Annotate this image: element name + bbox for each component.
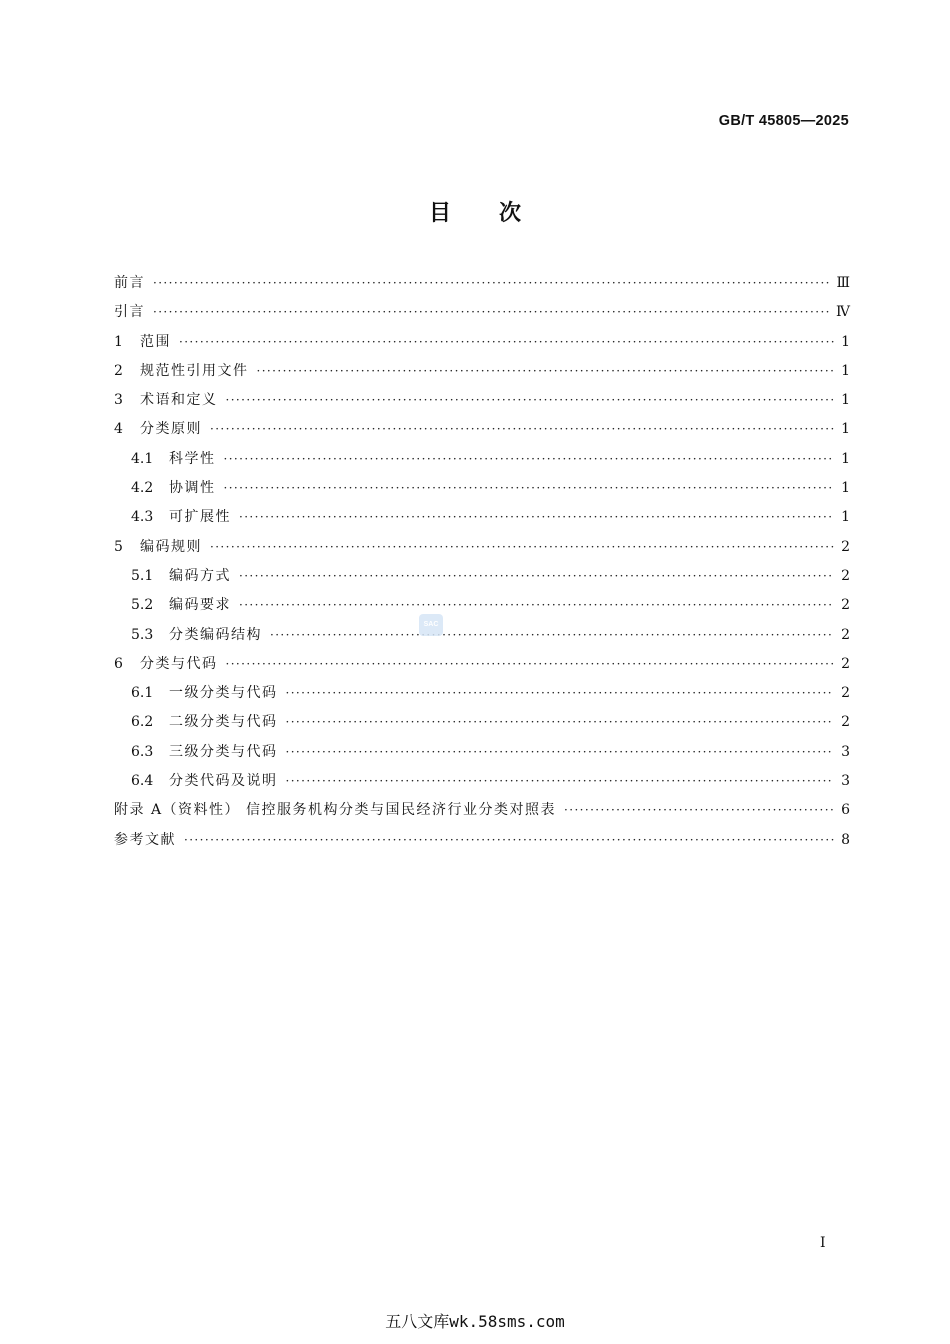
toc-entry[interactable] <box>114 591 850 620</box>
toc-leader-dots <box>184 826 834 855</box>
toc-entry-label: 协调性 <box>169 480 216 497</box>
toc-entry[interactable] <box>114 708 850 737</box>
toc-entry-number: 4.1 <box>131 450 154 467</box>
toc-leader-dots <box>179 328 834 357</box>
toc-leader-dots <box>286 708 835 737</box>
toc-leader-dots <box>257 357 835 386</box>
toc-entry-label: 分类原则 <box>140 421 202 438</box>
toc-entry[interactable] <box>114 269 850 298</box>
toc-entry-page: 1 <box>841 421 850 438</box>
toc-entry-number: 4.2 <box>131 480 154 497</box>
standard-code: GB/T 45805—2025 <box>718 113 849 129</box>
toc-entry[interactable] <box>114 826 850 855</box>
toc-entry-page: 2 <box>841 626 850 643</box>
toc-entry[interactable] <box>114 533 850 562</box>
toc-entry-page: 2 <box>841 597 850 614</box>
toc-entry[interactable] <box>114 386 850 415</box>
toc-entry-number: 5.1 <box>131 567 154 584</box>
toc-entry-page: 3 <box>841 743 850 760</box>
toc-leader-dots <box>270 621 834 650</box>
toc-entry[interactable] <box>114 650 850 679</box>
toc-leader-dots <box>224 474 835 503</box>
toc-entry-number: 1 <box>114 333 123 350</box>
toc-leader-dots <box>210 533 834 562</box>
toc-entry-page: 1 <box>841 362 850 379</box>
toc-entry-label: 编码规则 <box>140 538 202 555</box>
toc-entry-number: 6.4 <box>131 773 154 790</box>
toc-entry-label: 三级分类与代码 <box>169 743 278 760</box>
toc-entry-number: 6 <box>114 655 123 672</box>
toc-entry-page: 2 <box>841 538 850 555</box>
toc-leader-dots <box>286 767 835 796</box>
toc-entry-label: 编码方式 <box>169 567 231 584</box>
toc-entry-number: 4.3 <box>131 509 154 526</box>
toc-entry-label: 术语和定义 <box>140 392 218 409</box>
toc-leader-dots <box>224 445 835 474</box>
toc-entry-number: 5 <box>114 538 123 555</box>
toc-entry[interactable] <box>114 796 850 825</box>
toc-leader-dots <box>153 298 830 327</box>
toc-entry-label: 可扩展性 <box>169 509 231 526</box>
toc-entry-page: 2 <box>841 685 850 702</box>
toc-entry-label: 引言 <box>114 304 145 321</box>
toc-entry-page: 1 <box>841 333 850 350</box>
toc-leader-dots <box>286 679 835 708</box>
toc-entry[interactable] <box>114 474 850 503</box>
toc-entry-label: 参考文献 <box>114 831 176 848</box>
toc-leader-dots <box>239 503 834 532</box>
toc-entry-number: 5.2 <box>131 597 154 614</box>
toc-leader-dots <box>239 562 834 591</box>
toc-entry-page: 2 <box>841 655 850 672</box>
toc-entry-label: 编码要求 <box>169 597 231 614</box>
toc-entry-label: 二级分类与代码 <box>169 714 278 731</box>
toc-entry[interactable] <box>114 328 850 357</box>
toc-leader-dots <box>210 415 834 444</box>
table-of-contents <box>114 269 850 855</box>
page-number: Ⅰ <box>820 1235 826 1251</box>
page-title <box>0 196 950 227</box>
toc-entry-page: 2 <box>841 567 850 584</box>
toc-entry-page: Ⅲ <box>836 275 850 291</box>
toc-entry-page: 1 <box>841 392 850 409</box>
toc-entry-number: 4 <box>114 421 123 438</box>
toc-entry-label: 一级分类与代码 <box>169 685 278 702</box>
toc-entry-number: 5.3 <box>131 626 154 643</box>
toc-entry-label: 前言 <box>114 275 145 291</box>
toc-entry-label: 范围 <box>140 333 171 350</box>
sac-watermark: SAC <box>419 614 443 636</box>
footer-watermark: 五八文库wk.58sms.com <box>385 1312 565 1331</box>
toc-entry[interactable] <box>114 298 850 327</box>
title-char-1: 目 <box>428 201 451 226</box>
toc-entry-page: 8 <box>841 831 850 848</box>
toc-leader-dots <box>239 591 834 620</box>
toc-leader-dots <box>226 650 835 679</box>
toc-entry[interactable] <box>114 503 850 532</box>
toc-entry[interactable] <box>114 767 850 796</box>
toc-leader-dots <box>226 386 835 415</box>
toc-entry[interactable] <box>114 679 850 708</box>
toc-entry-page: 1 <box>841 480 850 497</box>
toc-entry-number: 6.3 <box>131 743 154 760</box>
toc-leader-dots <box>286 738 835 767</box>
toc-leader-dots <box>153 269 830 298</box>
toc-entry-page: 2 <box>841 714 850 731</box>
toc-entry[interactable] <box>114 357 850 386</box>
toc-entry[interactable] <box>114 621 850 650</box>
toc-entry-label: 附录 A（资料性） 信控服务机构分类与国民经济行业分类对照表 <box>114 802 557 819</box>
toc-entry-page: 3 <box>841 773 850 790</box>
title-char-2: 次 <box>499 201 522 226</box>
toc-entry-number: 6.2 <box>131 714 154 731</box>
toc-entry-label: 分类代码及说明 <box>169 773 278 790</box>
toc-entry-label: 分类编码结构 <box>169 626 262 643</box>
toc-entry-label: 分类与代码 <box>140 655 218 672</box>
toc-entry[interactable] <box>114 415 850 444</box>
toc-entry-page: 1 <box>841 450 850 467</box>
toc-entry-label: 规范性引用文件 <box>140 362 249 379</box>
toc-entry-number: 6.1 <box>131 685 154 702</box>
toc-entry[interactable] <box>114 445 850 474</box>
toc-entry-page: 6 <box>841 802 850 819</box>
toc-entry[interactable] <box>114 738 850 767</box>
toc-entry-number: 2 <box>114 362 123 379</box>
toc-entry-page: Ⅳ <box>836 304 850 321</box>
toc-entry-number: 3 <box>114 392 123 409</box>
toc-entry[interactable] <box>114 562 850 591</box>
toc-leader-dots <box>564 796 834 825</box>
toc-entry-page: 1 <box>841 509 850 526</box>
toc-entry-label: 科学性 <box>169 450 216 467</box>
